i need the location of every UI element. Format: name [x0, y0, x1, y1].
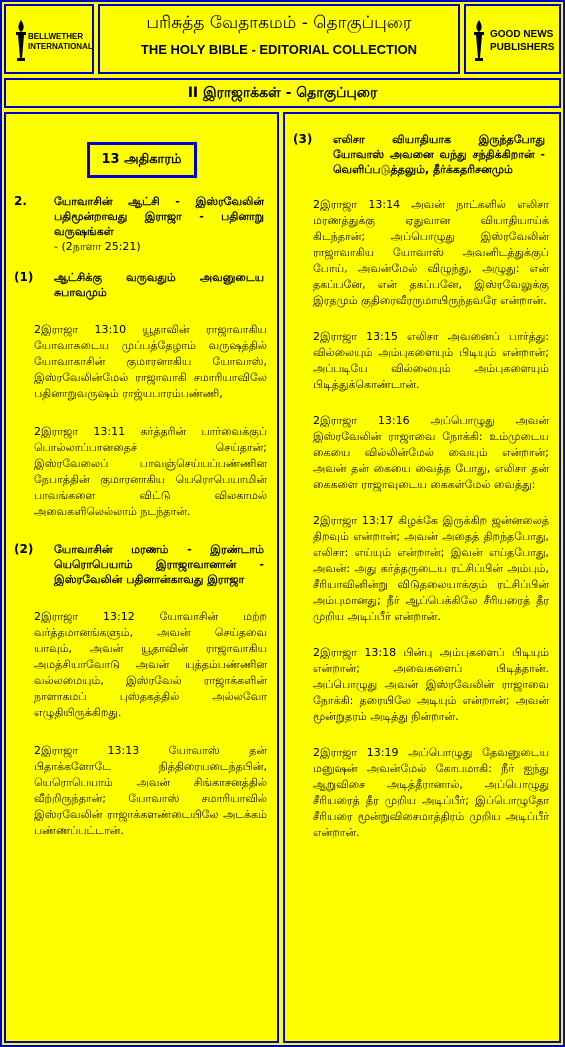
- good-news-logo: [464, 4, 561, 74]
- right-logo-line2: PUBLISHERS: [490, 42, 555, 53]
- bellwether-logo: [4, 4, 94, 74]
- section-heading: [6, 270, 277, 300]
- right-logo-line1: GOOD NEWS: [490, 29, 554, 40]
- verse-paragraph: 2இராஜா 13:14 அவன் நாட்களில் எலிசா மரணத்துக்கு ஏதுவான வியாதியாய்க் கிடந்தான்; அப்பொழுது இஸ்ரவேலின் ராஜாவாகிய யோவாஸ் அவனிடத்துக்குப் போய், அவன்மேல் விழுந்து, அழுது: என் தகப்பனே, என் தகப்பனே, இஸ்ரவேலுக்கு இரதமும் குதிரைவீரருமாயிருந்தவரே என்றான்.: [313, 198, 549, 307]
- title-english: THE HOLY BIBLE - EDITORIAL COLLECTION: [140, 42, 418, 57]
- verse-paragraph: 2இராஜா 13:15 எலிசா அவனைப் பார்த்து: வில்லையும் அம்புகளையும் பிடியும் என்றான்; அப்படியே வில்லையும் அம்புகளையும் பிடித்துக்கொண்டான்.: [313, 330, 549, 391]
- right-column: [283, 112, 561, 1043]
- section-title: எலிசா வியாதியாக இருந்தபோது யோவாஸ் அவனை வந்து சந்திக்கிறான் - வெளிப்படுத்தலும், தீர்க்கதரிசனமும்: [333, 133, 545, 176]
- left-logo-line1: BELLWETHER: [28, 32, 84, 41]
- section-number: 2.: [14, 194, 27, 208]
- section-heading: [6, 194, 277, 254]
- verse-paragraph: 2இராஜா 13:10 யூதாவின் ராஜாவாகிய யோவாசுடைய முப்பத்தேழாம் வருஷத்தில் யோவாகாசின் குமாரனாகிய யோவாஸ், இஸ்ரவேலின்மேல் ராஜாவாகி சமாரியாவிலே பதினாறுவருஷம் ராஜ்யபாரம்பண்ணி,: [34, 323, 267, 400]
- verse-paragraph: 2இராஜா 13:16 அப்பொழுது அவன் இஸ்ரவேலின் ராஜாவை நோக்கி: உம்முடைய கையை வில்லின்மேல் வையும் என்றான்; அவன் தன் கையை வைத்த போது, எலிசா தன் கைகளை ராஜாவுடைய கைகள்மேல் வைத்து:: [313, 414, 549, 491]
- section-number: (2): [14, 542, 34, 556]
- title-tamil: பரிசுத்த வேதாகமம் - தொகுப்புரை: [146, 13, 412, 33]
- torch-icon: [14, 18, 28, 62]
- section-title: ஆட்சிக்கு வருவதும் அவனுடைய சுபாவமும்: [54, 271, 264, 299]
- verse-paragraph: 2இராஜா 13:19 அப்பொழுது தேவனுடைய மனுஷன் அவன்மேல் கோபமாகி: நீர் ஐந்து ஆறுவிசை அடித்தீரானால், அப்பொழுது சீரியரைத் தீர முறிய அடிப்பீர்; இப்பொழுதோ சீரியரை மூன்றுவிசைமாத்திரம் முறிய அடிப்பீர் என்றான்.: [313, 746, 549, 839]
- section-title: யோவாசின் ஆட்சி - இஸ்ரவேலின் பதிமூன்றாவது இராஜா - பதினாறு வருஷங்கள்: [54, 195, 264, 238]
- left-logo-line2: INTERNATIONAL: [28, 42, 93, 51]
- book-title: II இராஜாக்கள் - தொகுப்புரை: [4, 78, 561, 108]
- verse-paragraph: 2இராஜா 13:11 கர்த்தரின் பார்வைக்குப் பொல்லாப்பானதைச் செய்தான்; இஸ்ரவேலைப் பாவஞ்செய்யப்பண்ணின நேபாத்தின் குமாரனாகிய யெரொபெயாமின் பாவங்களை விட்டு விலகாமல் அவைகளிலெல்லாம் நடந்தான்.: [34, 425, 267, 518]
- torch-icon: [472, 18, 486, 62]
- verse-paragraph: 2இராஜா 13:18 பின்பு அம்புகளைப் பிடியும் என்றான்; அவைகளைப் பிடித்தான். அப்பொழுது அவன் இஸ்ரவேலின் ராஜாவை நோக்கி: தரையிலே அடியும் என்றான்; அவன் மூன்றுதரம் அடித்து நின்றான்.: [313, 646, 549, 723]
- section-heading: [6, 542, 277, 587]
- section-number: (3): [293, 132, 313, 146]
- header-title-box: [98, 4, 460, 74]
- chapter-heading: 13 அதிகாரம்: [87, 142, 197, 178]
- section-title: யோவாசின் மரணம் - இரண்டாம் யெரொபெயாம் இராஜாவானான் - இஸ்ரவேலின் பதினான்காவது இராஜா: [54, 543, 264, 586]
- verse-paragraph: 2இராஜா 13:12 யோவாசின் மற்ற வர்த்தமானங்களும், அவன் செய்தவை யாவும், அவன் யூதாவின் ராஜாவாகிய அமத்சியாவோடு அவன் யுத்தம்பண்ணின வல்லமையும், இஸ்ரவேல் ராஜாக்களின் நாளாகமப் புஸ்தகத்தில் அல்லவோ எழுதியிருக்கிறது.: [34, 610, 267, 719]
- section-number: (1): [14, 270, 34, 284]
- left-column: [4, 112, 279, 1043]
- verse-paragraph: 2இராஜா 13:13 யோவாஸ் தன் பிதாக்களோடே நித்திரையடைந்தபின், யெரொபெயாம் அவன் சிங்காசனத்தில் வீற்றிருந்தான்; யோவாஸ் சமாரியாவில் இஸ்ரவேலின் ராஜாக்களண்டையிலே அடக்கம் பண்ணப்பட்டான்.: [34, 744, 267, 837]
- section-reference: - (2நாளா 25:21): [54, 240, 141, 253]
- section-heading: [285, 132, 559, 177]
- verse-paragraph: 2இராஜா 13:17 கிழக்கே இருக்கிற ஜன்னலைத் திறவும் என்றான்; அவன் அதைத் திறந்தபோது, எலிசா: எய்யும் என்றான்; இவன் எய்தபோது, அவன்: அது கர்த்தருடைய ரட்சிப்பின் அம்பும், சீரியாவினின்று விடுதலையாக்கும் ரட்சிப்பின் அம்புமானது; நீர் ஆப்பெக்கிலே சீரியரைத் தீர முறிய அடிப்பீர் என்றான்.: [313, 514, 549, 623]
